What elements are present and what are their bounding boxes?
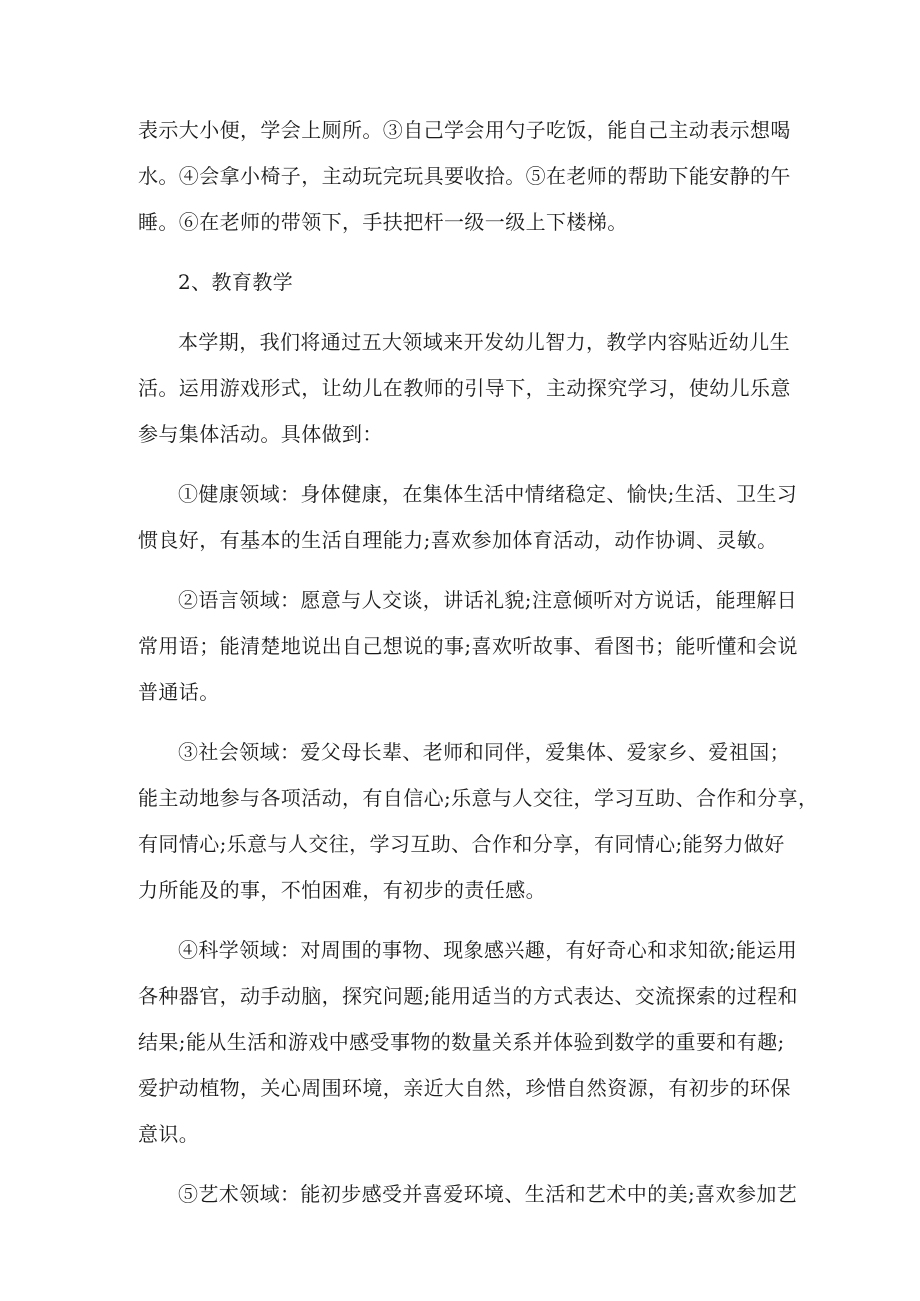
text-line: 意识。 bbox=[138, 1122, 200, 1146]
text-line: 结果;能从生活和游戏中感受事物的数量关系并体验到数学的重要和有趣; bbox=[138, 1030, 785, 1054]
text-line: 表示大小便，学会上厕所。③自己学会用勺子吃饭，能自己主动表示想喝 bbox=[138, 118, 791, 142]
text-line: ③社会领域：爱父母长辈、老师和同伴，爱集体、爱家乡、爱祖国； bbox=[178, 740, 790, 764]
document-body bbox=[138, 107, 819, 1231]
science-domain-paragraph bbox=[138, 927, 798, 1157]
health-domain-paragraph bbox=[138, 471, 798, 563]
text-line: ⑤艺术领域：能初步感受并喜爱环境、生活和艺术中的美;喜欢参加艺 bbox=[178, 1182, 798, 1206]
language-domain-paragraph bbox=[138, 577, 798, 715]
text-line: 活。运用游戏形式，让幼儿在教师的引导下，主动探究学习，使幼儿乐意 bbox=[138, 376, 791, 400]
continuation-paragraph bbox=[138, 107, 791, 245]
text-line: 力所能及的事，不怕困难，有初步的责任感。 bbox=[138, 878, 546, 902]
text-line: 常用语；能清楚地说出自己想说的事;喜欢听故事、看图书；能听懂和会说 bbox=[138, 634, 798, 658]
text-line: 能主动地参与各项活动，有自信心;乐意与人交往，学习互助、合作和分享， bbox=[138, 786, 819, 810]
intro-paragraph bbox=[138, 319, 791, 457]
text-line: ②语言领域：愿意与人交谈，讲话礼貌;注意倾听对方说话，能理解日 bbox=[178, 588, 798, 612]
text-line: 惯良好，有基本的生活自理能力;喜欢参加体育活动，动作协调、灵敏。 bbox=[138, 528, 778, 552]
text-line: 爱护动植物，关心周围环境，亲近大自然，珍惜自然资源，有初步的环保 bbox=[138, 1076, 791, 1100]
text-line: 水。④会拿小椅子，主动玩完玩具要收拾。⑤在老师的帮助下能安静的午 bbox=[138, 164, 791, 188]
section-heading: 2、教育教学 bbox=[178, 270, 294, 294]
text-line: ④科学领域：对周围的事物、现象感兴趣，有好奇心和求知欲;能运用 bbox=[178, 938, 798, 962]
text-line: 各种器官，动手动脑，探究问题;能用适当的方式表达、交流探索的过程和 bbox=[138, 984, 798, 1008]
text-line: 本学期，我们将通过五大领域来开发幼儿智力，教学内容贴近幼儿生 bbox=[178, 330, 790, 354]
text-line: 参与集体活动。具体做到： bbox=[138, 422, 383, 446]
social-domain-paragraph bbox=[138, 729, 819, 913]
art-domain-paragraph bbox=[138, 1171, 798, 1217]
text-line: 睡。⑥在老师的带领下，手扶把杆一级一级上下楼梯。 bbox=[138, 210, 628, 234]
text-line: 普通话。 bbox=[138, 680, 220, 704]
text-line: 有同情心;乐意与人交往，学习互助、合作和分享，有同情心;能努力做好 bbox=[138, 832, 785, 856]
text-line: ①健康领域：身体健康，在集体生活中情绪稳定、愉快;生活、卫生习 bbox=[178, 482, 798, 506]
